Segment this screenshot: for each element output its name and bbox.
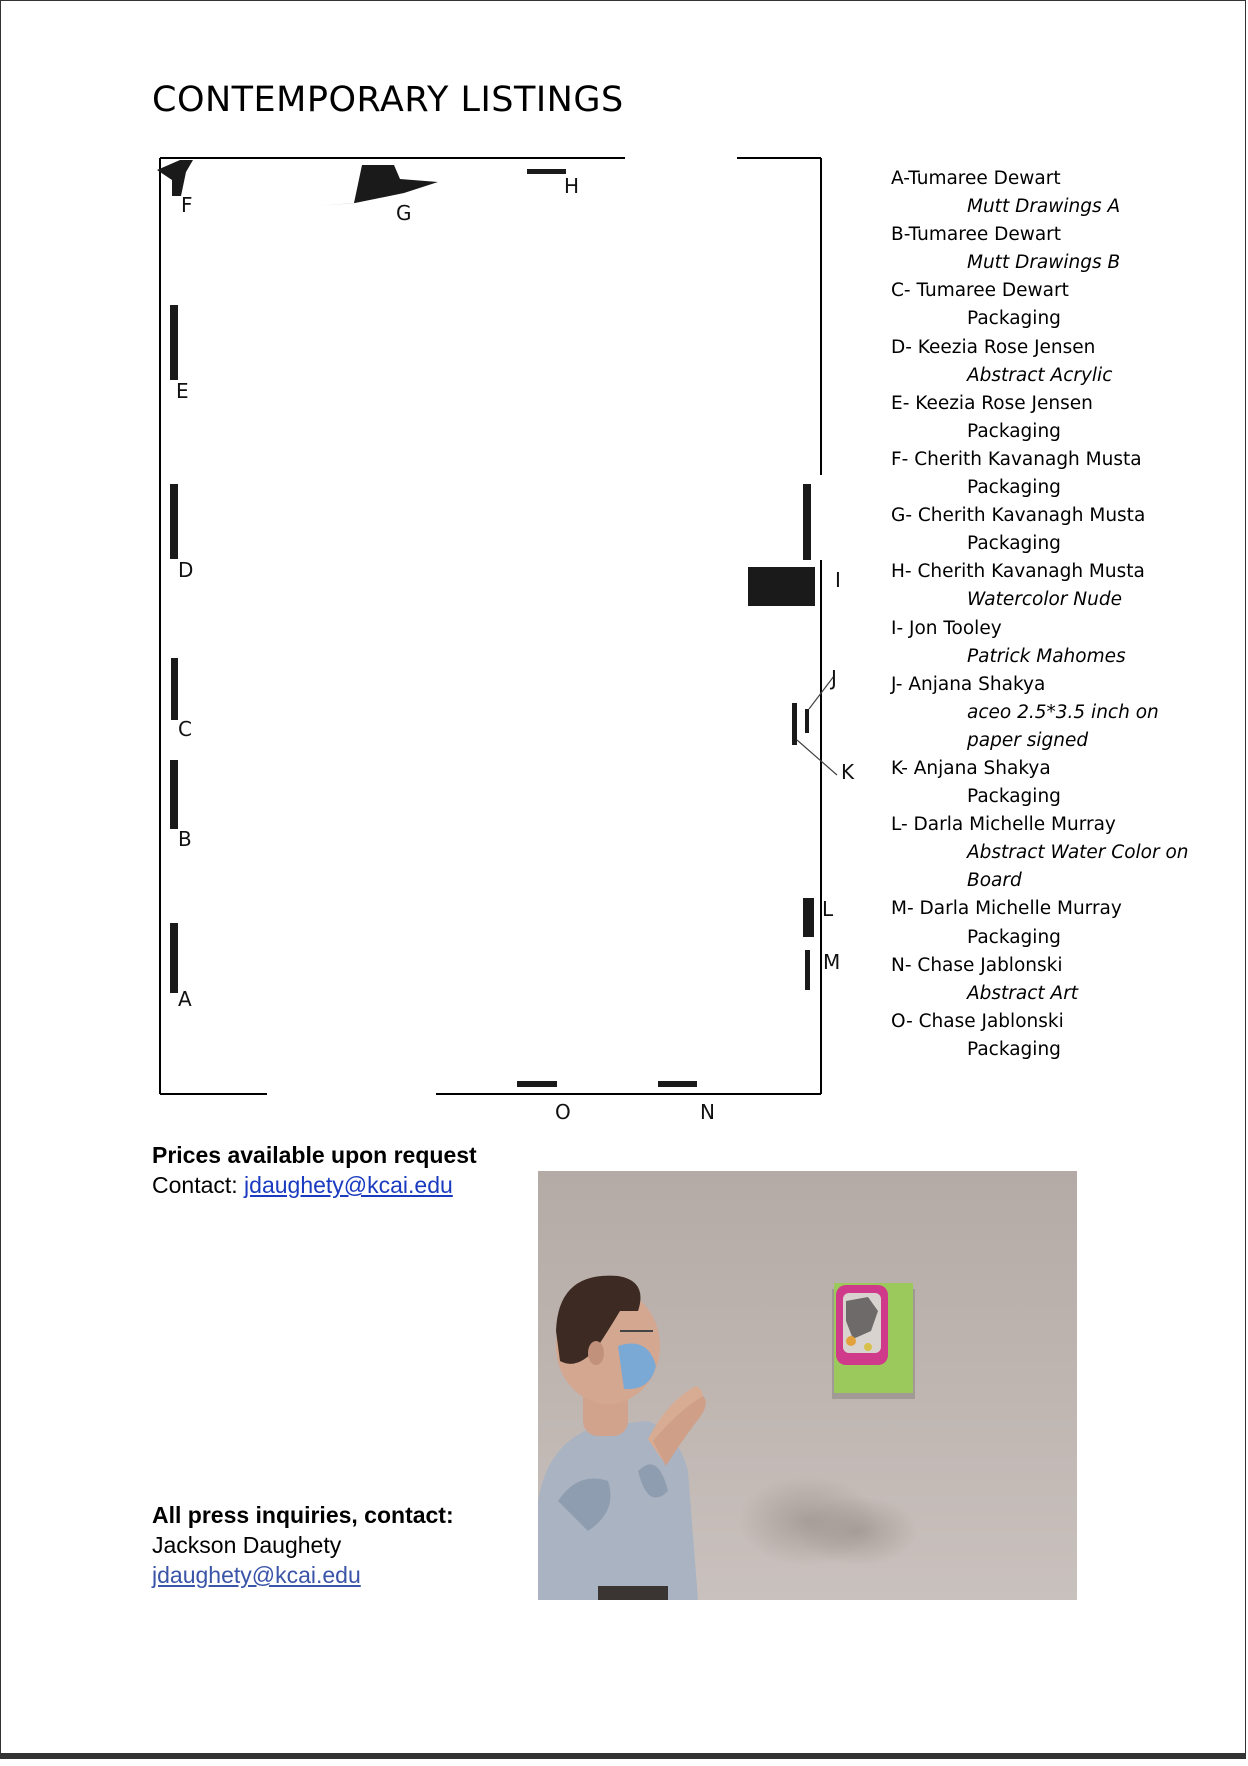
label-c: C — [178, 717, 192, 741]
listing-artist: F- Cherith Kavanagh Musta — [891, 448, 1142, 470]
contact-email-link[interactable]: jdaughety@kcai.edu — [244, 1172, 453, 1198]
listing-e — [891, 390, 1231, 446]
press-contact-name: Jackson Daughety — [152, 1532, 342, 1558]
label-i: I — [835, 568, 841, 592]
listing-work: Packaging — [967, 420, 1061, 442]
artwork-k — [792, 703, 797, 745]
artwork-i-wall — [803, 484, 811, 560]
artwork-listings — [891, 165, 1231, 1064]
listing-work: Mutt Drawings A — [967, 196, 1121, 218]
listing-m — [891, 895, 1231, 951]
label-n: N — [700, 1100, 715, 1124]
listing-artist: A-Tumaree Dewart — [891, 168, 1061, 189]
label-a: A — [178, 987, 192, 1011]
press-heading: All press inquiries, contact: — [152, 1502, 454, 1528]
artwork-f — [157, 160, 193, 196]
press-block — [152, 1500, 454, 1590]
artwork-c — [171, 658, 178, 720]
listing-artist: C- Tumaree Dewart — [891, 280, 1069, 302]
listing-artist: N- Chase Jablonski — [891, 954, 1063, 976]
listing-work: Packaging — [967, 308, 1061, 330]
artwork-m — [805, 950, 810, 990]
label-k: K — [841, 760, 855, 784]
listing-artist: I- Jon Tooley — [891, 617, 1002, 639]
label-o: O — [555, 1100, 571, 1124]
leader-line-k — [797, 740, 837, 775]
listing-j — [891, 671, 1231, 755]
listing-g — [891, 502, 1231, 558]
artwork-markers — [157, 160, 815, 1087]
artwork-l — [803, 898, 814, 937]
listing-i — [891, 615, 1231, 671]
listing-work: Packaging — [967, 786, 1061, 808]
listing-artist: L- Darla Michelle Murray — [891, 814, 1116, 836]
label-h: H — [564, 174, 580, 198]
contact-label: Contact: — [152, 1172, 245, 1198]
artwork-a — [170, 923, 178, 993]
listing-work: Patrick Mahomes — [967, 645, 1126, 667]
listing-f — [891, 446, 1231, 502]
gallery-walls — [160, 158, 821, 1094]
artwork-j — [805, 709, 809, 733]
artwork-n — [658, 1081, 697, 1087]
listing-artist: B-Tumaree Dewart — [891, 224, 1062, 246]
label-b: B — [178, 827, 192, 851]
listing-artist: D- Keezia Rose Jensen — [891, 336, 1096, 358]
listing-work: Abstract Art — [967, 982, 1079, 1004]
press-email-link[interactable]: jdaughety@kcai.edu — [152, 1562, 361, 1588]
leader-lines — [797, 676, 837, 775]
listing-d — [891, 334, 1231, 390]
listing-work: Packaging — [967, 533, 1061, 555]
label-e: E — [176, 379, 189, 403]
listing-artist: M- Darla Michelle Murray — [891, 898, 1122, 920]
label-m: M — [823, 950, 841, 974]
label-f: F — [181, 193, 193, 217]
listing-artist: H- Cherith Kavanagh Musta — [891, 561, 1145, 583]
listing-work: Packaging — [967, 1038, 1061, 1060]
listing-work: Packaging — [967, 477, 1061, 499]
listing-artist: E- Keezia Rose Jensen — [891, 392, 1093, 414]
artwork-i — [748, 567, 815, 606]
prices-heading: Prices available upon request — [152, 1142, 477, 1168]
listing-artist: K- Anjana Shakya — [891, 757, 1051, 779]
photo-shadow-2 — [798, 1496, 918, 1566]
listing-work: Watercolor Nude — [967, 589, 1122, 611]
listing-artist: J- Anjana Shakya — [891, 673, 1046, 695]
artwork-h — [527, 169, 566, 174]
label-l: L — [822, 897, 834, 921]
listing-work: Packaging — [967, 926, 1061, 948]
listing-artist: G- Cherith Kavanagh Musta — [891, 505, 1146, 527]
listing-artist: O- Chase Jablonski — [891, 1010, 1064, 1032]
label-j: J — [831, 666, 837, 690]
artwork-e — [170, 305, 178, 380]
listing-n — [891, 952, 1231, 1008]
label-g: G — [396, 201, 412, 225]
listing-a — [891, 165, 1231, 221]
listing-work: Abstract Water Color on — [967, 842, 1189, 864]
listing-work-line2: paper signed — [967, 729, 1089, 751]
listing-work: aceo 2.5*3.5 inch on — [967, 701, 1159, 723]
artwork-d — [170, 484, 178, 559]
gallery-photo — [538, 1171, 1077, 1600]
prices-block — [152, 1140, 477, 1200]
listing-b — [891, 221, 1231, 277]
listing-h — [891, 558, 1231, 614]
label-d: D — [178, 558, 194, 582]
listing-l — [891, 811, 1231, 895]
listing-c — [891, 277, 1231, 333]
page-title: CONTEMPORARY LISTINGS — [152, 80, 624, 120]
artwork-g — [319, 165, 438, 206]
listing-k — [891, 755, 1231, 811]
artwork-o — [517, 1081, 557, 1087]
artwork-b — [170, 760, 178, 829]
listing-o — [891, 1008, 1231, 1064]
listing-work: Abstract Acrylic — [967, 364, 1113, 386]
listing-work-line2: Board — [967, 870, 1022, 892]
photo-artwork — [832, 1283, 915, 1399]
listing-work: Mutt Drawings B — [967, 252, 1121, 274]
